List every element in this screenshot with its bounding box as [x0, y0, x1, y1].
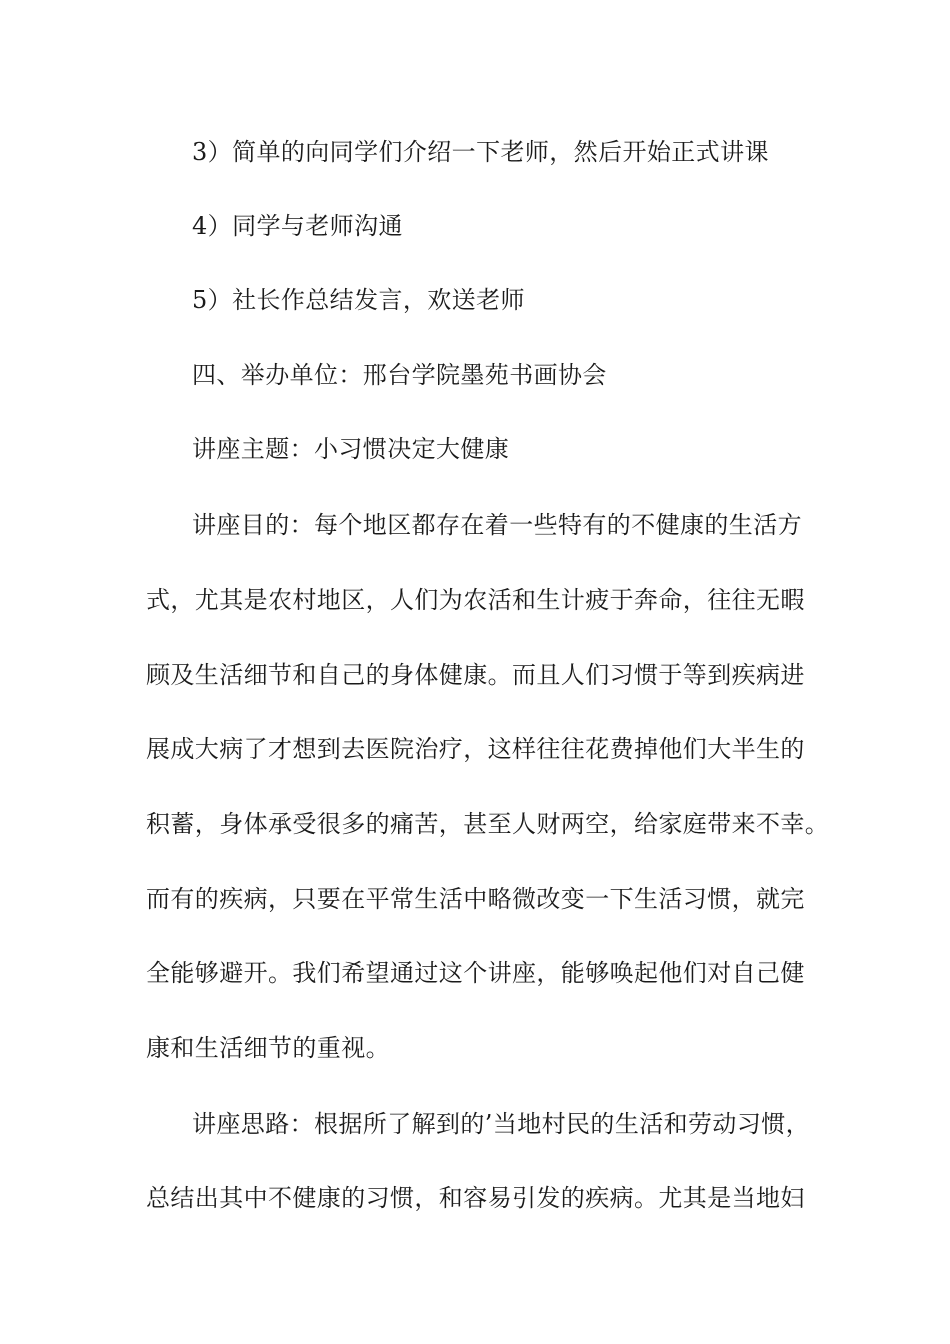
- lecture-purpose-line-8: 康和生活细节的重视。: [146, 1034, 390, 1062]
- lecture-theme: 讲座主题：小习惯决定大健康: [192, 435, 510, 463]
- lecture-purpose-line-6: 而有的疾病，只要在平常生活中略微改变一下生活习惯，就完: [146, 885, 805, 913]
- step-3-text: 3）简单的向同学们介绍一下老师，然后开始正式讲课: [192, 138, 769, 166]
- lecture-purpose-line-5: 积蓄，身体承受很多的痛苦，甚至人财两空，给家庭带来不幸。: [146, 810, 830, 838]
- lecture-purpose-line-3: 顾及生活细节和自己的身体健康。而且人们习惯于等到疾病进: [146, 661, 805, 689]
- lecture-approach-line-2: 总结出其中不健康的习惯，和容易引发的疾病。尤其是当地妇: [146, 1184, 805, 1212]
- organizer-heading: 四、举办单位：邢台学院墨苑书画协会: [192, 361, 607, 389]
- lecture-approach-line-1: 讲座思路：根据所了解到的’当地村民的生活和劳动习惯，: [192, 1110, 811, 1138]
- lecture-purpose-line-4: 展成大病了才想到去医院治疗，这样往往花费掉他们大半生的: [146, 735, 805, 763]
- lecture-purpose-line-1: 讲座目的：每个地区都存在着一些特有的不健康的生活方: [192, 511, 802, 539]
- lecture-purpose-line-2: 式，尤其是农村地区，人们为农活和生计疲于奔命，往往无暇: [146, 586, 805, 614]
- step-4-text: 4）同学与老师沟通: [192, 212, 403, 240]
- step-5-text: 5）社长作总结发言，欢送老师: [192, 286, 525, 314]
- lecture-purpose-line-7: 全能够避开。我们希望通过这个讲座，能够唤起他们对自己健: [146, 959, 805, 987]
